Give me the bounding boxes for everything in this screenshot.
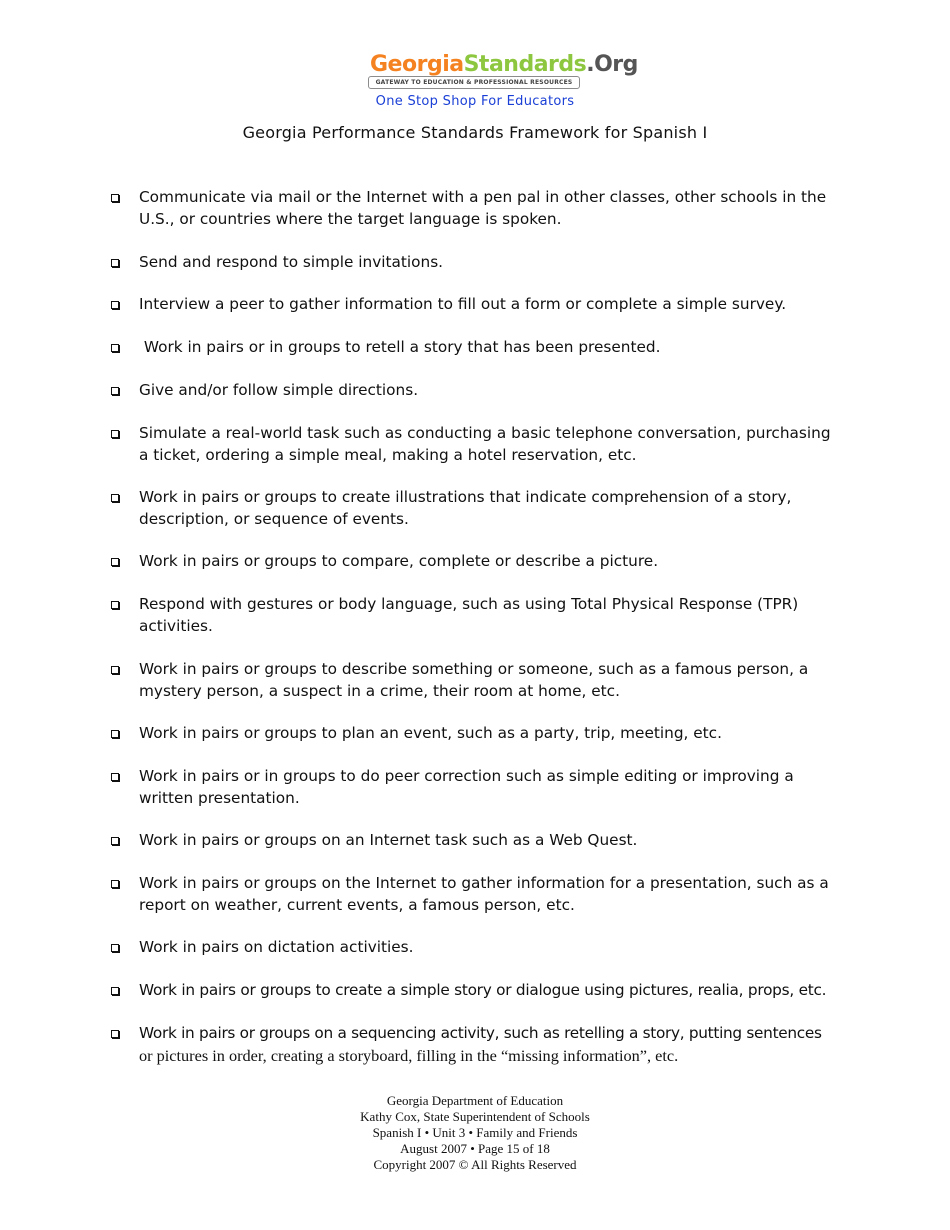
- logo-tagline: GATEWAY TO EDUCATION & PROFESSIONAL RESOURCES: [368, 76, 580, 89]
- list-item-line: or pictures in order, creating a storyboard, filling in the “missing information”, etc.: [139, 1045, 679, 1065]
- checkbox-bullet-icon: [111, 837, 119, 845]
- list-item-line: Work in pairs or groups on a sequencing activity, such as retelling a story, putting sentences: [139, 1024, 822, 1042]
- logo-wordmark: GeorgiaStandards.Org: [370, 52, 638, 77]
- page-footer: [0, 1093, 950, 1173]
- checkbox-bullet-icon: [111, 344, 119, 352]
- checkbox-bullet-icon: [111, 430, 119, 438]
- checkbox-bullet-icon: [111, 301, 119, 309]
- checkbox-bullet-icon: [111, 259, 119, 267]
- page-header: [0, 52, 950, 109]
- checkbox-bullet-icon: [111, 773, 119, 781]
- footer-superintendent: Kathy Cox, State Superintendent of Schools: [360, 1109, 590, 1124]
- checkbox-bullet-icon: [111, 880, 119, 888]
- checkbox-bullet-icon: [111, 1030, 119, 1038]
- checkbox-bullet-icon: [111, 730, 119, 738]
- checkbox-bullet-icon: [111, 601, 119, 609]
- document-title: Georgia Performance Standards Framework for Spanish I: [242, 123, 708, 142]
- checkbox-bullet-icon: [111, 558, 119, 566]
- checkbox-bullet-icon: [111, 944, 119, 952]
- checkbox-bullet-icon: [111, 194, 119, 202]
- footer-date-page: August 2007 • Page 15 of 18: [400, 1141, 550, 1156]
- checkbox-bullet-icon: [111, 987, 119, 995]
- footer-department: Georgia Department of Education: [386, 1093, 564, 1108]
- checkbox-bullet-icon: [111, 387, 119, 395]
- georgiastandards-logo: [368, 52, 638, 90]
- footer-course-unit: Spanish I • Unit 3 • Family and Friends: [372, 1125, 578, 1140]
- site-tagline: One Stop Shop For Educators: [375, 94, 575, 109]
- checkbox-bullet-icon: [111, 494, 119, 502]
- checkbox-bullet-icon: [111, 666, 119, 674]
- footer-copyright: Copyright 2007 © All Rights Reserved: [373, 1157, 577, 1172]
